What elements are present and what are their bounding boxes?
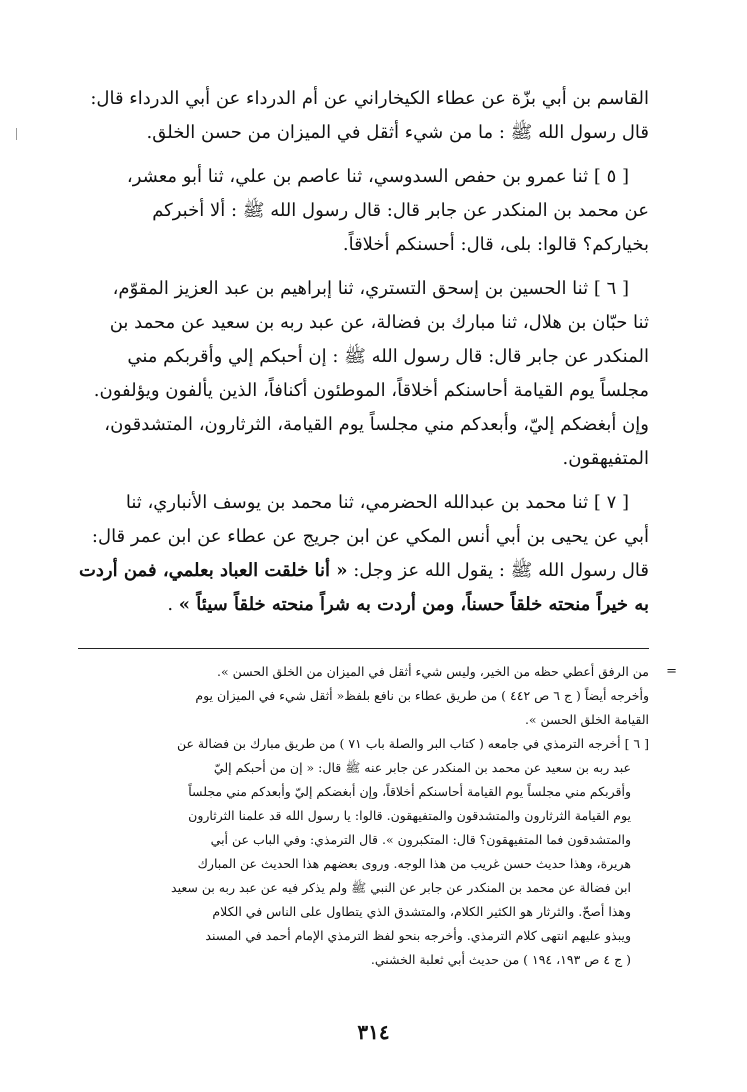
text-line: ثنا حبّان بن هلال، ثنا مبارك بن فضالة، عن عبد ربه بن سعيد عن محمد بن (109, 312, 649, 333)
footnote-line: ( ج ٤ ص ١٩٣، ١٩٤ ) من حديث أبي ثعلبة الخشني. (370, 952, 631, 967)
footnote-line: من الرفق أعطي حظه من الخير، وليس شيء أثقل في الميزان من الخلق الحسن ». (216, 664, 649, 679)
footnote-line: القيامة الخلق الحسن ». (524, 712, 649, 727)
continuation-mark: = (666, 664, 677, 679)
quote-bold: به خيراً منحته خلقاً حسناً، ومن أردت به شراً منحته خلقاً سيئاً » (178, 594, 649, 615)
text-line-quote-end (78, 588, 649, 622)
text-line: [ ٥ ] ثنا عمرو بن حفص السدوسي، ثنا عاصم بن علي، ثنا أبو معشر، (126, 166, 629, 187)
text-line-quote-start (78, 554, 649, 588)
footnote-divider (78, 648, 649, 649)
quote-prefix: قال رسول الله ﷺ : يقول الله عز وجل: (347, 560, 649, 581)
footnote-line: هريرة، وهذا حديث حسن غريب من هذا الوجه. وروى بعضهم هذا الحديث عن المبارك (197, 856, 631, 871)
footnote-line: يوم القيامة الثرثارون والمتشدقون والمتفيهقون. قالوا: يا رسول الله قد علمنا الثرثارون (188, 808, 631, 823)
footnote-line: ابن فضالة عن محمد بن المنكدر عن جابر عن النبي ﷺ ولم يذكر فيه عن عبد ربه بن سعيد (171, 880, 631, 895)
text-line: [ ٧ ] ثنا محمد بن عبدالله الحضرمي، ثنا محمد بن يوسف الأنباري، ثنا (125, 492, 629, 513)
footnote-line: [ ٦ ] أخرجه الترمذي في جامعه ( كتاب البر والصلة باب ٧١ ) من طريق مبارك بن فضالة عن (176, 736, 649, 751)
footnote-line: وهذا أصحّ. والثرثار هو الكثير الكلام، والمتشدق الذي يتطاول على الناس في الكلام (212, 904, 631, 919)
text-line: وإن أبغضكم إليّ، وأبعدكم مني مجلساً يوم القيامة، الثرثارون، المتشدقون، (104, 414, 649, 435)
text-line: المتفيهقون. (562, 448, 649, 469)
text-line: القاسم بن أبي بزّة عن عطاء الكيخاراني عن أم الدرداء عن أبي الدرداء قال: (90, 88, 649, 109)
text-line: بخياركم؟ قالوا: بلى، قال: أحسنكم أخلاقاً. (342, 234, 649, 255)
quote-bold: « أنا خلقت العباد بعلمي، فمن أردت (78, 560, 348, 581)
paragraph-hadith-7 (78, 486, 649, 622)
paragraph-hadith-5 (78, 160, 649, 262)
paragraph-hadith-4-end (78, 82, 649, 150)
footnote-line: ويبذو عليهم انتهى كلام الترمذي. وأخرجه بنحو لفظ الترمذي الإمام أحمد في المسند (205, 928, 631, 943)
text-line: مجلساً يوم القيامة أحاسنكم أخلاقاً، الموطئون أكنافاً، الذين يألفون ويؤلفون. (93, 380, 649, 401)
quote-end: . (167, 594, 179, 615)
paragraph-hadith-6 (78, 272, 649, 476)
main-text (78, 82, 649, 632)
text-line: قال رسول الله ﷺ : ما من شيء أثقل في الميزان من حسن الخلق. (146, 122, 649, 143)
text-line: المنكدر عن جابر قال: قال رسول الله ﷺ : إن أحبكم إلي وأقربكم مني (127, 346, 649, 367)
text-line: [ ٦ ] ثنا الحسين بن إسحق التستري، ثنا إبراهيم بن عبد العزيز المقوّم، (112, 278, 629, 299)
footnote-line: وأقربكم مني مجلساً يوم القيامة أحاسنكم أخلاقاً، وإن أبغضكم إليّ وأبعدكم مني مجلساً (188, 784, 631, 799)
footnotes (70, 660, 677, 972)
footnote-line: عبد ربه بن سعيد عن محمد بن المنكدر عن جابر عنه ﷺ قال: « إن من أحبكم إليّ (213, 760, 631, 775)
text-line: أبي عن يحيى بن أبي أنس المكي عن ابن جريج عن عطاء عن ابن عمر قال: (91, 526, 649, 547)
margin-mark (16, 128, 17, 140)
page-number: ٣١٤ (357, 1020, 390, 1044)
footnote-line: وأخرجه أيضاً ( ج ٦ ص ٤٤٢ ) من طريق عطاء بن نافع بلفظ« أثقل شيء في الميزان يوم (195, 688, 649, 703)
text-line: عن محمد بن المنكدر عن جابر قال: قال رسول الله ﷺ : ألا أخبركم (152, 200, 649, 221)
footnote-line: والمتشدقون فما المتفيهقون؟ قال: المتكبرون ». قال الترمذي: وفي الباب عن أبي (210, 832, 631, 847)
